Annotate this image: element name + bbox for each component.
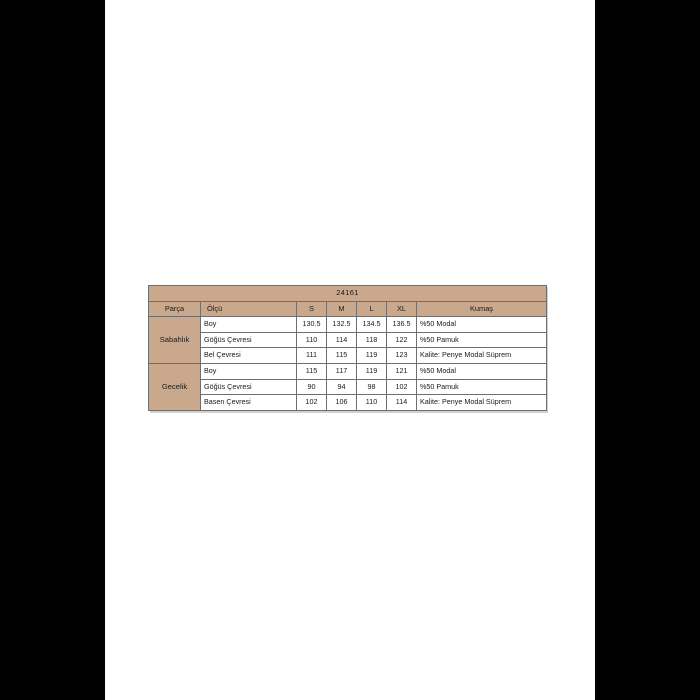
- size-chart-table: [148, 285, 547, 411]
- value-l: 110: [357, 395, 387, 411]
- header-xl: XL: [387, 301, 417, 317]
- header-olcu: Ölçü: [201, 301, 297, 317]
- table-row: [149, 363, 547, 379]
- value-l: 134.5: [357, 317, 387, 333]
- table-row: [149, 317, 547, 333]
- value-xl: 122: [387, 332, 417, 348]
- measure-label: Boy: [201, 317, 297, 333]
- fabric-text: %50 Modal: [417, 363, 547, 379]
- value-s: 110: [297, 332, 327, 348]
- header-l: L: [357, 301, 387, 317]
- table-row: [149, 348, 547, 364]
- value-xl: 114: [387, 395, 417, 411]
- value-m: 114: [327, 332, 357, 348]
- value-s: 115: [297, 363, 327, 379]
- table-row: [149, 332, 547, 348]
- fabric-text: %50 Modal: [417, 317, 547, 333]
- value-s: 130.5: [297, 317, 327, 333]
- value-m: 115: [327, 348, 357, 364]
- value-xl: 102: [387, 379, 417, 395]
- measure-label: Göğüs Çevresi: [201, 379, 297, 395]
- fabric-text: %50 Pamuk: [417, 379, 547, 395]
- fabric-text: Kalite: Penye Modal Süprem: [417, 395, 547, 411]
- header-s: S: [297, 301, 327, 317]
- fabric-text: Kalite: Penye Modal Süprem: [417, 348, 547, 364]
- value-m: 117: [327, 363, 357, 379]
- measure-label: Boy: [201, 363, 297, 379]
- value-m: 94: [327, 379, 357, 395]
- measure-label: Bel Çevresi: [201, 348, 297, 364]
- value-s: 90: [297, 379, 327, 395]
- table-header-row: [149, 301, 547, 317]
- value-l: 119: [357, 363, 387, 379]
- value-l: 98: [357, 379, 387, 395]
- value-m: 132.5: [327, 317, 357, 333]
- header-parca: Parça: [149, 301, 201, 317]
- measure-label: Basen Çevresi: [201, 395, 297, 411]
- group-name-sabahlik: Sabahlık: [149, 317, 201, 364]
- value-l: 119: [357, 348, 387, 364]
- size-chart-container: [148, 285, 546, 411]
- table-row: [149, 379, 547, 395]
- value-xl: 121: [387, 363, 417, 379]
- table-row: [149, 395, 547, 411]
- value-s: 102: [297, 395, 327, 411]
- value-xl: 123: [387, 348, 417, 364]
- product-code: 24161: [149, 286, 547, 302]
- value-s: 111: [297, 348, 327, 364]
- product-code-row: [149, 286, 547, 302]
- value-l: 118: [357, 332, 387, 348]
- group-name-gecelik: Gecelik: [149, 363, 201, 410]
- header-kumas: Kumaş: [417, 301, 547, 317]
- fabric-text: %50 Pamuk: [417, 332, 547, 348]
- measure-label: Göğüs Çevresi: [201, 332, 297, 348]
- value-m: 106: [327, 395, 357, 411]
- value-xl: 136.5: [387, 317, 417, 333]
- header-m: M: [327, 301, 357, 317]
